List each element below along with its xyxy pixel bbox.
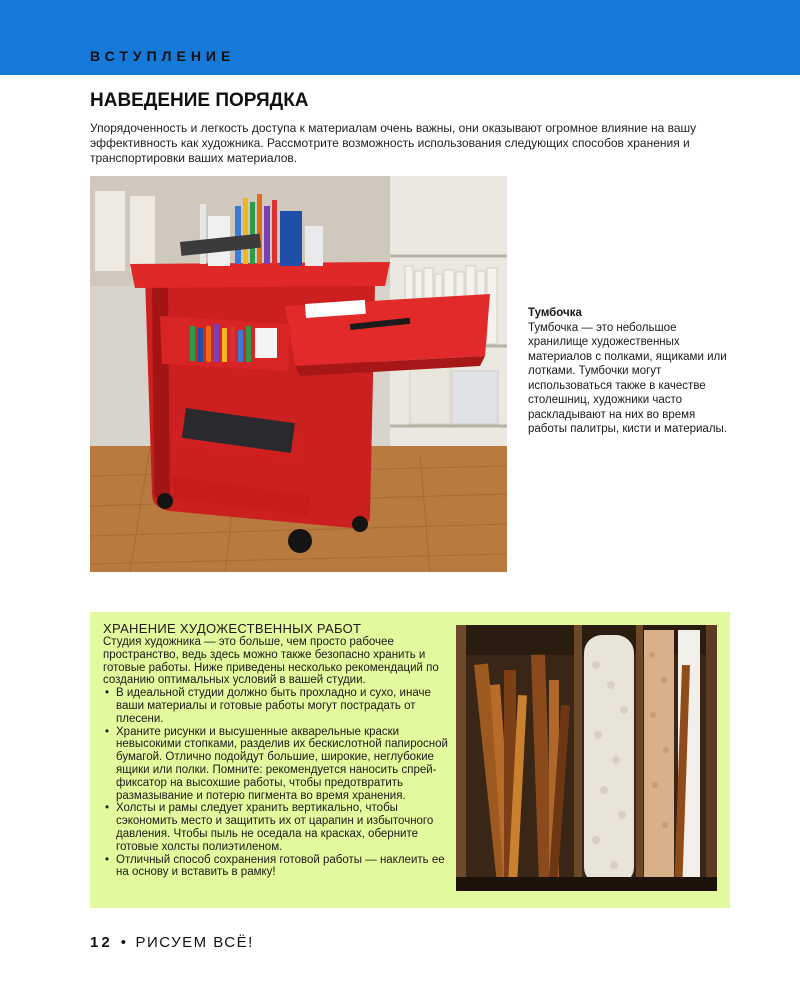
cart-photo <box>90 176 507 572</box>
intro-paragraph: Упорядоченность и легкость доступа к материалам очень важны, они оказывают огромное влияние на вашу эффективность как художника. Рассмотрите возможность использования следующих способов хранения и транспортировки ваших материалов. <box>90 121 697 165</box>
list-item: • Храните рисунки и высушенные акварельные краски невысокими стопками, разделив их бескислотной папиросной бумагой. Отлично подойдут большие, широкие, неглубокие ящики или полки. Помните: рекомендуется наносить спрей-фиксатор на высохшие работы, чтобы предотвратить размазывание и потерю пигмента во время хранения. <box>103 726 448 803</box>
side-note <box>528 306 728 437</box>
footer <box>90 934 254 951</box>
storage-intro: Студия художника — это больше, чем просто рабочее пространство, ведь здесь можно также безопасно хранить и готовые работы. Ниже приведены несколько рекомендаций по созданию оптимальных условий в вашей студии. <box>103 636 439 687</box>
list-item: • Холсты и рамы следует хранить вертикально, чтобы сэкономить место и защитить их от царапин и избыточного давления. Чтобы пыль не оседала на красках, оберните готовые холсты полиэтиленом. <box>103 802 448 853</box>
footer-separator: • <box>120 934 128 951</box>
list-item: • В идеальной студии должно быть прохладно и сухо, иначе ваши материалы и готовые работы могут пострадать от плесени. <box>103 687 448 725</box>
storage-title: ХРАНЕНИЕ ХУДОЖЕСТВЕННЫХ РАБОТ <box>103 621 362 636</box>
storage-body <box>103 636 448 879</box>
page-number: 12 <box>90 934 113 951</box>
side-note-text: Тумбочка — это небольшое хранилище художественных материалов с полками, ящиками или лотками. Тумбочки могут использоваться также в качестве столешниц, художники часто раскладывают на них во время работы палитры, кисти и материалы. <box>528 321 728 435</box>
side-note-title: Тумбочка <box>528 307 582 319</box>
storage-list <box>103 687 448 879</box>
list-item: • Отличный способ сохранения готовой работы — наклеить ее на основу и вставить в рамку! <box>103 854 448 880</box>
section-label: ВСТУПЛЕНИЕ <box>90 48 236 64</box>
book-title: РИСУЕМ ВСЁ! <box>135 934 254 951</box>
frames-photo <box>456 625 717 891</box>
page-title: НАВЕДЕНИЕ ПОРЯДКА <box>90 90 309 111</box>
